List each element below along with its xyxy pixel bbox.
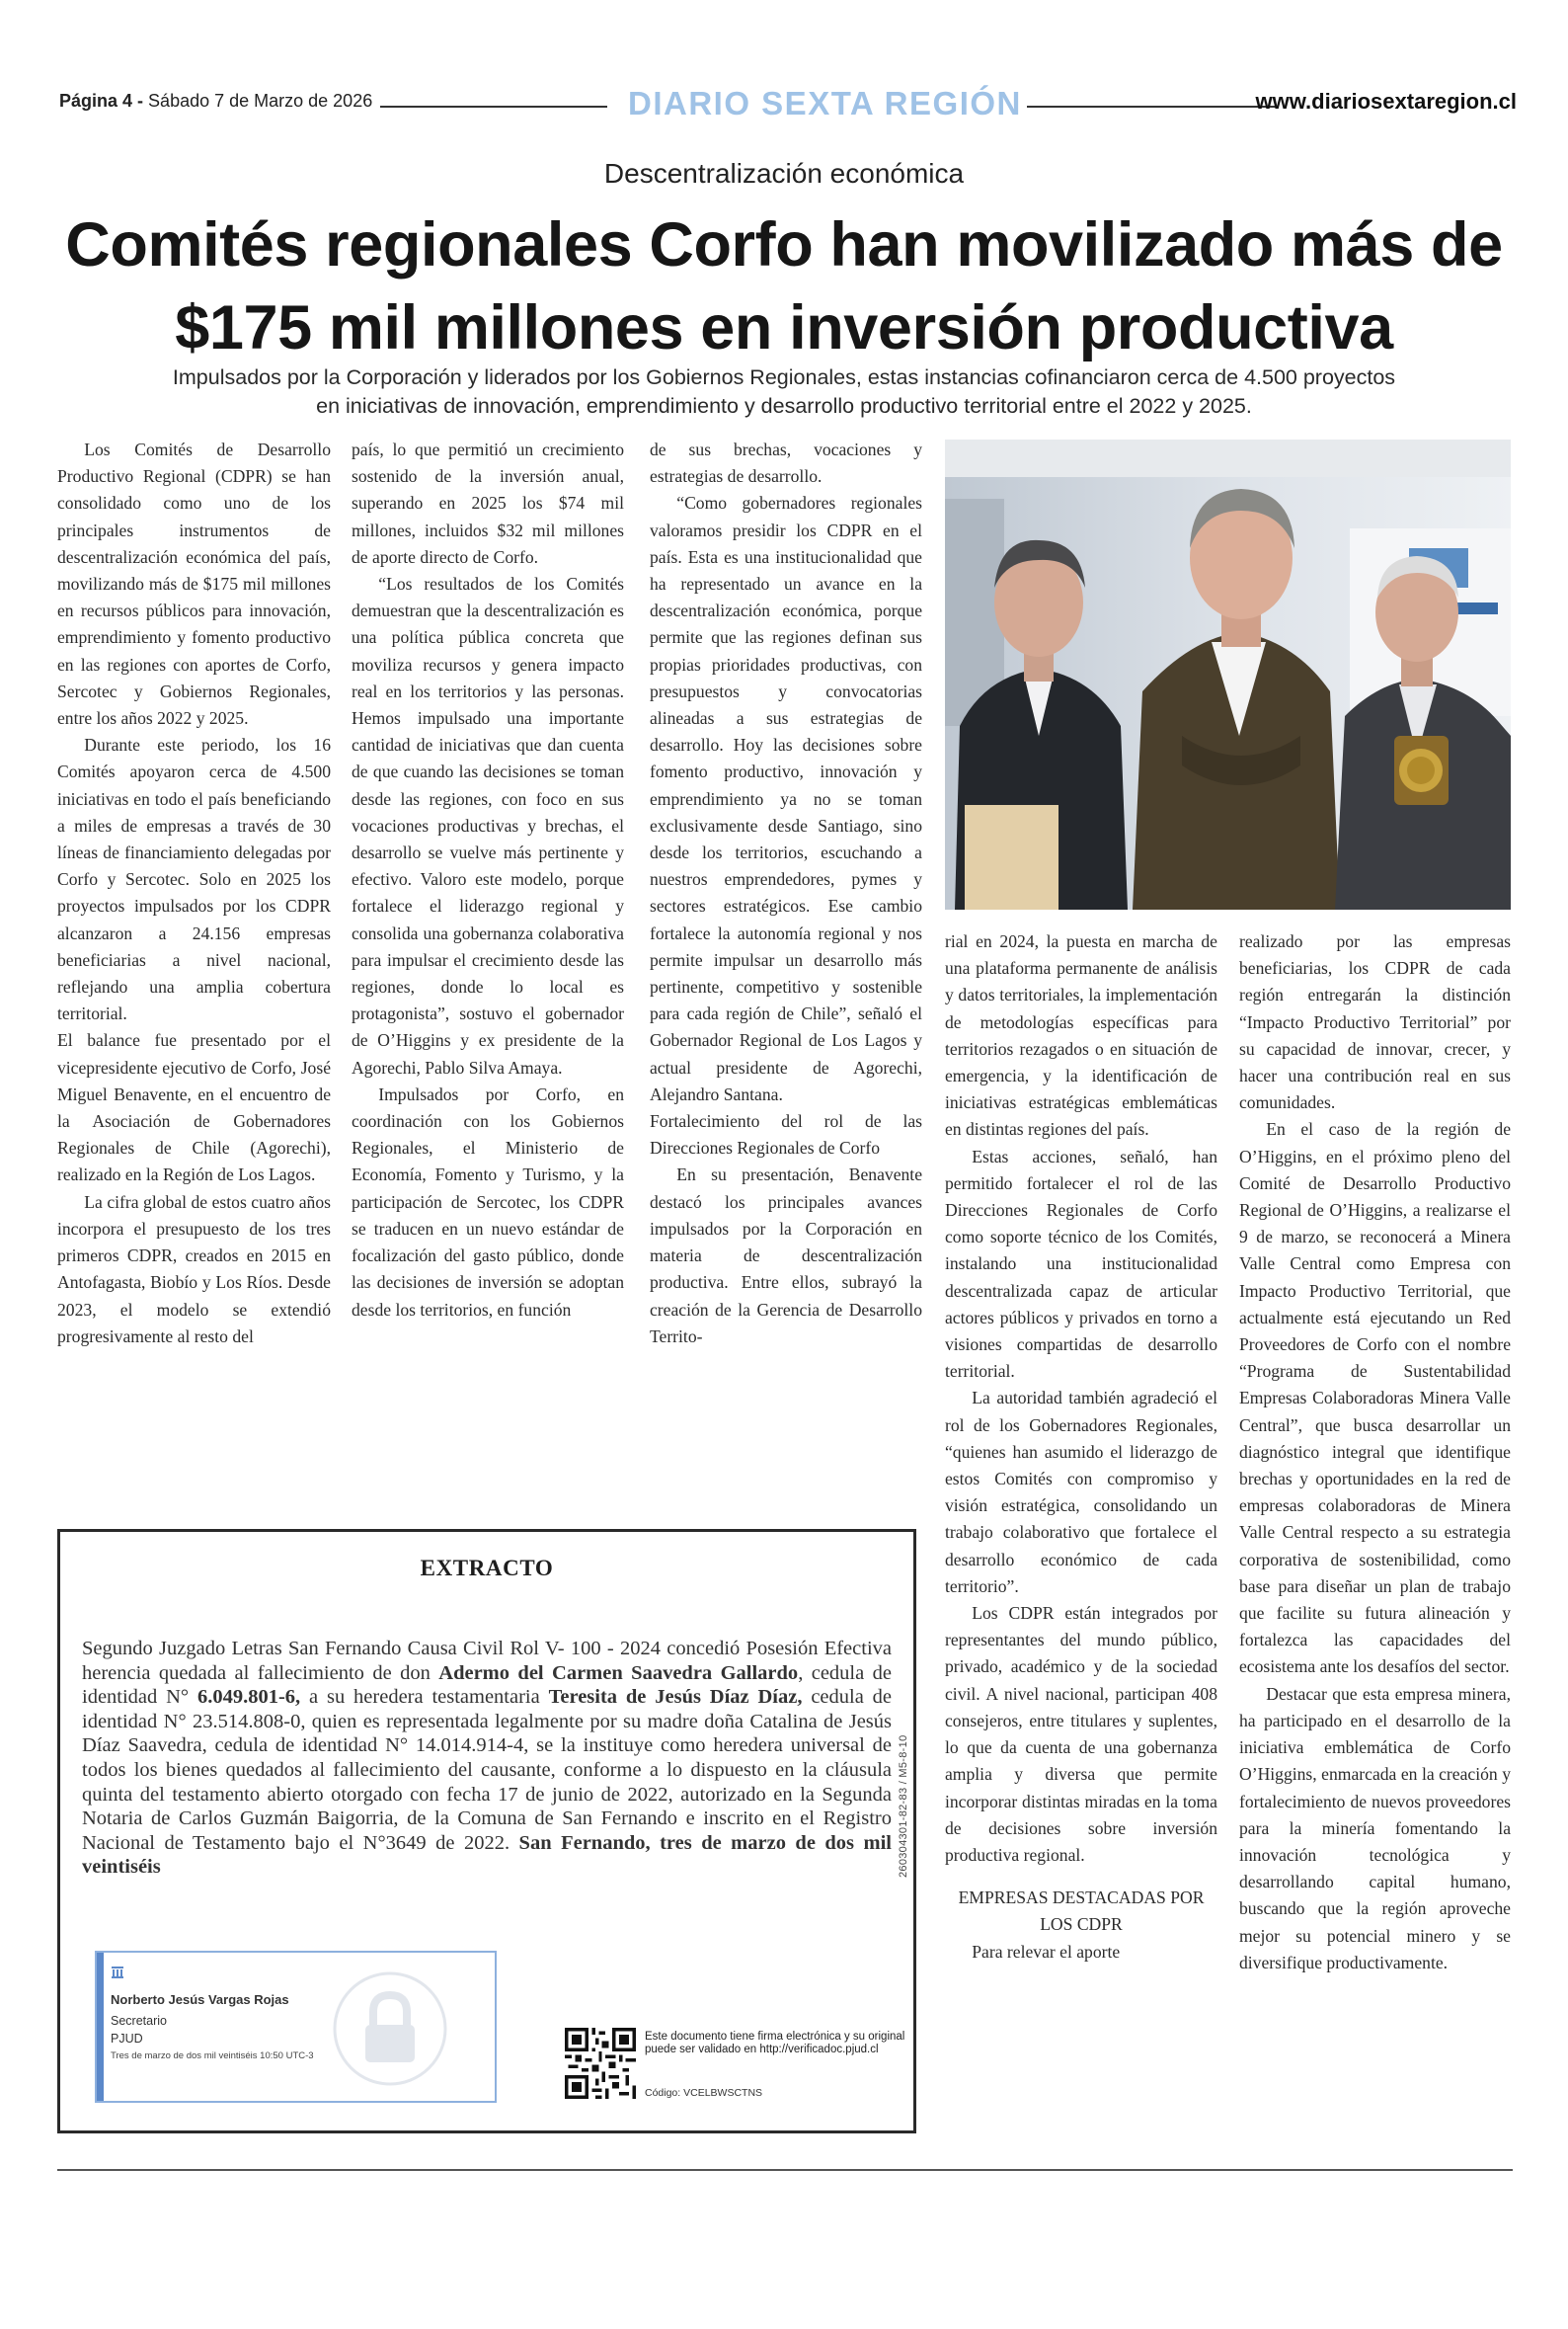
document-code: 260304301-82-83 / M5-8-10 bbox=[898, 1734, 909, 1878]
qr-code-icon[interactable] bbox=[565, 2028, 636, 2099]
paragraph: El balance fue presentado por el vicepresidente ejecutivo de Corfo, José Miguel Benavente, en el encuentro de la Asociación de Gobernadores Regionales de Chile (Agorechi), realizado en la Región de Los Lagos. bbox=[57, 1030, 331, 1185]
paragraph: En su presentación, Benavente destacó los principales avances impulsados por la Corporación en materia de descentralización productiva. Entre ellos, subrayó la creación de la Gerencia de Desarrollo Territo- bbox=[650, 1164, 922, 1346]
signature-date: Tres de marzo de dos mil veintiséis 10:50 UTC-3 bbox=[111, 2050, 314, 2061]
subheading: Fortalecimiento del rol de las Direcciones Regionales de Corfo bbox=[650, 1111, 922, 1159]
article-column-1 bbox=[57, 437, 331, 1350]
verification-code: Código: VCELBWSCTNS bbox=[645, 2087, 763, 2099]
notice-text: Segundo Juzgado Letras San Fernando Causa Civil Rol V- 100 - 2024 concedió Posesión Efectiva herencia quedada al fallecimiento de don bbox=[82, 1638, 892, 1684]
paragraph: La autoridad también agradeció el rol de los Gobernadores Regionales, “quienes han asumido el liderazgo de estos Comités con compromiso y visión estratégica, consolidando un trabajo colaborativo que fortalece el desarrollo económico de cada territorio”. bbox=[945, 1388, 1217, 1596]
legal-notice-box bbox=[57, 1529, 916, 2133]
paragraph: realizado por las empresas beneficiarias, los CDPR de cada región entregarán la distinción “Impacto Productivo Territorial” por su capacidad de innovar, crecer, y hacer una contribución real en sus comunidades. bbox=[1239, 931, 1511, 1113]
paragraph: Impulsados por Corfo, en coordinación con los Gobiernos Regionales, el Ministerio de Economía, Fomento y Turismo, y la participación de Sercotec, los CDPR se traducen en un nuevo estándar de focalización del gasto público, donde las decisiones de inversión se adoptan desde los territorios, en función bbox=[352, 1084, 624, 1320]
paragraph: Los CDPR están integrados por representantes del mundo público, privado, académico y de la sociedad civil. A nivel nacional, participan 408 consejeros, entre titulares y suplentes, lo que da cuenta de una gobernanza amplia y diversa que permite incorporar distintas miradas en la toma de decisiones sobre inversión productiva regional. bbox=[945, 1603, 1217, 1865]
electronic-signature-box bbox=[95, 1951, 497, 2103]
article-column-2 bbox=[352, 437, 624, 1324]
paragraph: de sus brechas, vocaciones y estrategias de desarrollo. bbox=[650, 440, 922, 487]
paragraph: Destacar que esta empresa minera, ha participado en el desarrollo de la iniciativa emblemática de Corfo O’Higgins, enmarcada en la creación y fortalecimiento de nuevos proveedores para la minería fomentando la innovación tecnológica y desarrollando capital humano, buscando que la región aproveche mejor su potencial minero y se diversifique productivamente. bbox=[1239, 1683, 1511, 1972]
quote-paragraph: “Como gobernadores regionales valoramos presidir los CDPR en el país. Esta es una institucionalidad que ha representado un avance en la descentralización económica, porque permite que las regiones definan sus propias prioridades productivas, con presupuestos y convocatorias alineadas a sus estrategias de desarrollo. Hoy las decisiones sobre fomento productivo, innovación y emprendimiento ya no se toman exclusivamente desde Santiago, sino desde los territorios, escuchando a nuestros emprendedores, pymes y sectores estratégicos. Ese cambio fortalece la autonomía regional y nos permite impulsar un desarrollo más pertinente, competitivo y sostenible para cada región de Chile”, señaló el Gobernador Regional de Los Lagos y actual presidente de Agorechi, Alejandro Santana. bbox=[650, 493, 922, 1104]
masthead-rule-right bbox=[1027, 106, 1279, 108]
quote-paragraph: “Los resultados de los Comités demuestran que la descentralización es una política pública concreta que moviliza recursos y genera impacto real en los territorios y las personas. Hemos impulsado una importante cantidad de iniciativas que dan cuenta de que cuando las decisiones se toman desde las regiones, con foco en sus vocaciones productivas y brechas, el desarrollo se vuelve más pertinente y efectivo. Valoro este modelo, porque fortalece el liderazgo regional y consolida una gobernanza colaborativa para impulsar el crecimiento desde las regiones, donde lo local es protagonista”, sostuvo el gobernador de O’Higgins y ex presidente de la Agorechi, Pablo Silva Amaya. bbox=[352, 574, 624, 1078]
paragraph: En el caso de la región de O’Higgins, en el próximo pleno del Comité de Desarrollo Productivo Regional de O’Higgins, a realizarse el 9 de marzo, se reconocerá a Minera Valle Central como Empresa con Impacto Productivo Territorial, que actualmente está ejecutando un Red Proveedores de Corfo con el nombre “Programa de Sustentabilidad Empresas Colaboradoras Minera Valle Central”, que busca desarrollar un diagnóstico integral que identifique brechas y oportunidades en la red de empresas colaboradoras de Minera Valle Central respecto a su estrategia corporativa de sostenibilidad, como base para diseñar un plan de trabajo que facilite su futura alineación y fortalezca las capacidades del ecosistema ante los desafíos del sector. bbox=[1239, 1119, 1511, 1677]
notice-text: , cedula de identidad N° bbox=[82, 1661, 892, 1709]
section-kicker: Descentralización económica bbox=[603, 158, 965, 189]
heir-name: Teresita de Jesús Díaz Díaz, bbox=[548, 1686, 803, 1709]
paragraph: Los Comités de Desarrollo Productivo Regional (CDPR) se han consolidado como uno de los principales instrumentos de descentralización económica del país, movilizando más de $175 mil millones en recursos públicos para innovación, emprendimiento y fomento productivo en las regiones con aportes de Corfo, Sercotec y Gobiernos Regionales, entre los años 2022 y 2025. bbox=[57, 440, 331, 729]
page-info bbox=[59, 91, 372, 112]
signature-accent-bar bbox=[97, 1953, 104, 2101]
deceased-id: 6.049.801-6, bbox=[196, 1686, 301, 1709]
article-column-4 bbox=[945, 928, 1217, 1966]
paragraph: Durante este periodo, los 16 Comités apoyaron cerca de 4.500 iniciativas en todo el país beneficiando a miles de empresas a través de 30 líneas de financiamiento delegadas por Corfo y Sercotec. Solo en 2025 los proyectos impulsados por los CDPR alcanzaron a 24.156 empresas beneficiarias a nivel nacional, reflejando una amplia cobertura territorial. bbox=[57, 735, 331, 1024]
deceased-name: Adermo del Carmen Saavedra Gallardo bbox=[438, 1661, 799, 1684]
page-label: Página 4 - bbox=[59, 91, 144, 111]
website-link[interactable]: www.diariosextaregion.cl bbox=[1255, 89, 1517, 114]
paragraph: rial en 2024, la puesta en marcha de una plataforma permanente de análisis y datos territoriales, la implementación de metodologías específicas para territorios rezagados o en situación de emergencia, y la identificación de iniciativas estratégicas emblemáticas en distintas regiones del país. bbox=[945, 931, 1217, 1140]
masthead-rule-left bbox=[380, 106, 607, 108]
paragraph: país, lo que permitió un crecimiento sostenido de la inversión anual, superando en 2025 los $74 mil millones, incluidos $32 mil millones de aporte directo de Corfo. bbox=[352, 440, 624, 567]
signer-name: Norberto Jesús Vargas Rojas bbox=[111, 1992, 289, 2007]
article-column-3 bbox=[650, 437, 922, 1350]
article-column-5 bbox=[1239, 928, 1511, 1976]
notice-text: cedula de identidad N° 23.514.808-0, quien es representada legalmente por su madre doña Catalina de Jesús Díaz Saavedra, cedula de identidad N° 14.014.914-4, se la instituye como heredera universal de todos los bienes quedados al fallecimiento del causante, conforme a lo dispuesto en la cláusula quinta del testamento abierto otorgado con fecha 17 de junio de 2022, autorizado en la Segunda Notaria de Carlos Guzmán Baigorria, de la Comuna de San Fernando e inscrito en el Registro Nacional de Testamento bajo el N°3649 de 2022. bbox=[82, 1686, 893, 1854]
article-photo bbox=[945, 440, 1511, 910]
signer-role: Secretario bbox=[111, 2014, 167, 2028]
signer-organization: PJUD bbox=[111, 2032, 143, 2046]
court-seal-icon bbox=[111, 1966, 124, 1979]
headline: Comités regionales Corfo han movilizado más de $175 mil millones en inversión productiva bbox=[65, 210, 1503, 362]
lock-icon bbox=[332, 1970, 448, 2087]
legal-notice-body bbox=[82, 1637, 892, 1880]
notice-closing: San Fernando, tres de marzo de dos mil veintiséis bbox=[82, 1831, 892, 1879]
paragraph: La cifra global de estos cuatro años incorpora el presupuesto de los tres primeros CDPR, creados en 2015 en Antofagasta, Biobío y Los Ríos. Desde 2023, el modelo se extendió progresivamente al resto del bbox=[57, 1191, 331, 1346]
photo-illustration bbox=[945, 440, 1511, 910]
standfirst: Impulsados por la Corporación y liderados por los Gobiernos Regionales, estas instancias cofinanciaron cerca de 4.500 proyectos en iniciativas de innovación, emprendimiento y desarrollo productivo territorial entre el 2022 y 2025. bbox=[172, 365, 1396, 418]
paragraph: Para relevar el aporte bbox=[972, 1941, 1121, 1962]
issue-date: Sábado 7 de Marzo de 2026 bbox=[148, 91, 373, 111]
verification-text: Este documento tiene firma electrónica y su original puede ser validado en http://verificadoc.pjud.cl bbox=[645, 2031, 905, 2055]
subheading: EMPRESAS DESTACADAS POR LOS CDPR bbox=[958, 1887, 1205, 1935]
legal-notice-title: EXTRACTO bbox=[420, 1556, 554, 1580]
notice-text: a su heredera testamentaria bbox=[300, 1686, 549, 1709]
bottom-divider bbox=[57, 2169, 1513, 2171]
masthead bbox=[59, 85, 1517, 124]
paragraph: Estas acciones, señaló, han permitido fortalecer el rol de las Direcciones Regionales de Corfo como soporte técnico de los Comités, instalando una institucionalidad descentralizada capaz de articular actores públicos y privados en torno a visiones compartidas de desarrollo territorial. bbox=[945, 1146, 1217, 1382]
newspaper-brand: DIARIO SEXTA REGIÓN bbox=[628, 85, 1022, 121]
